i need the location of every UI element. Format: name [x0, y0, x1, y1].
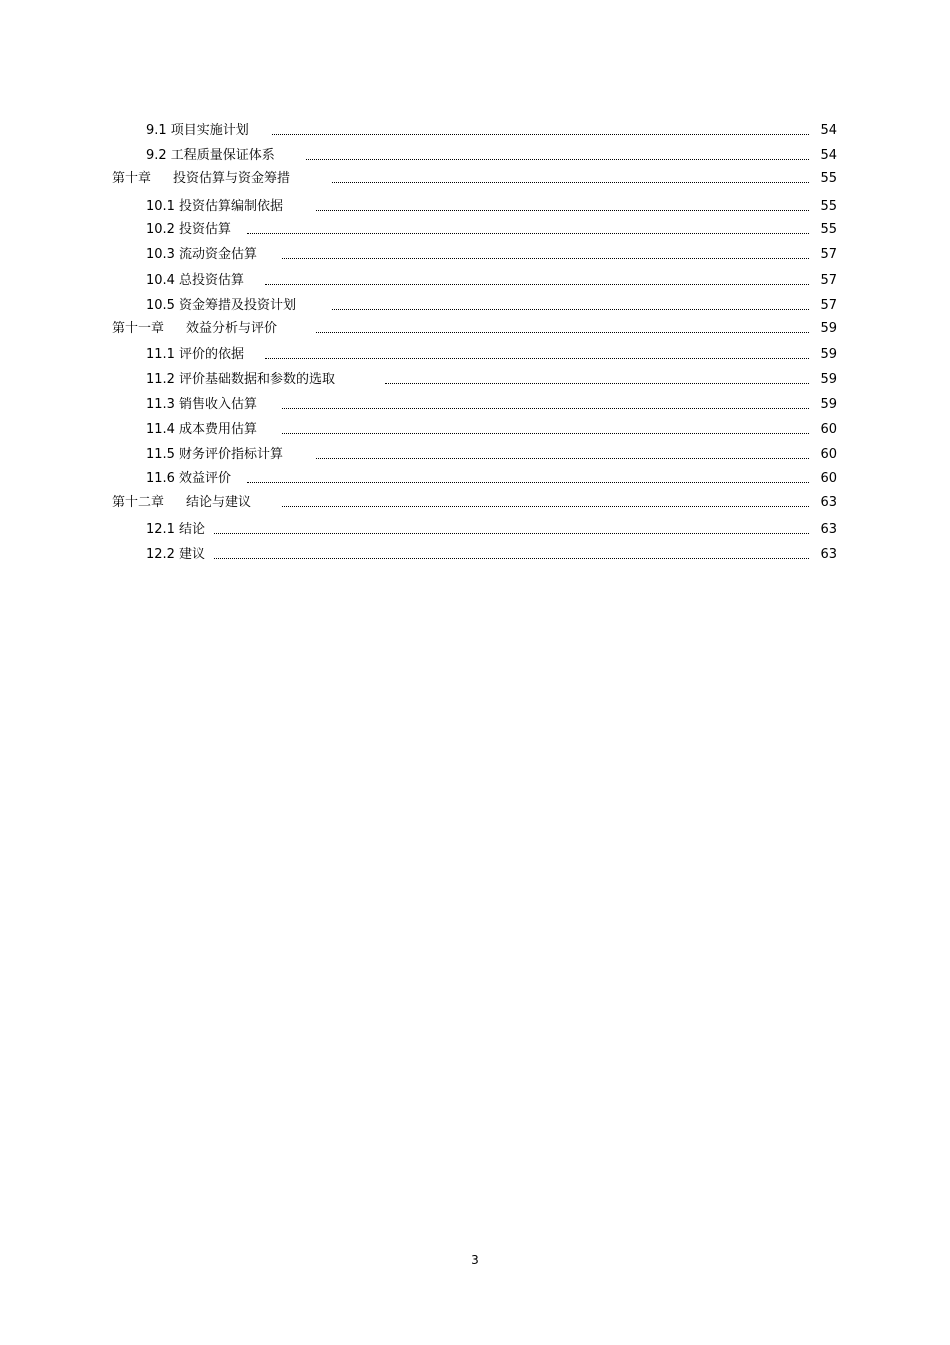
toc-entry-page: 55	[820, 222, 837, 237]
toc-entry-label	[146, 246, 257, 264]
toc-entry-title: 结论	[178, 522, 205, 537]
toc-entry	[0, 494, 950, 512]
toc-dot-leader	[282, 433, 809, 434]
toc-entry	[0, 546, 950, 564]
toc-entry-title: 成本费用估算	[178, 422, 257, 437]
toc-entry-number: 9.2	[146, 148, 167, 163]
toc-entry-title: 投资估算与资金筹措	[173, 171, 291, 186]
toc-entry	[0, 170, 950, 188]
toc-entry	[0, 421, 950, 439]
toc-dot-leader	[282, 258, 809, 259]
toc-entry-number: 第十一章	[112, 321, 165, 336]
toc-dot-leader	[385, 383, 809, 384]
toc-entry-page: 59	[820, 347, 837, 362]
toc-entry-label	[112, 320, 277, 338]
toc-entry-label	[112, 494, 251, 512]
toc-entry	[0, 246, 950, 264]
toc-entry-label	[146, 198, 283, 216]
toc-entry-title: 项目实施计划	[170, 123, 249, 138]
toc-entry-number: 11.1	[146, 347, 175, 362]
toc-entry-label	[146, 297, 296, 315]
toc-entry-page: 54	[820, 148, 837, 163]
toc-entry-title: 建议	[178, 547, 205, 562]
toc-entry-page: 60	[820, 422, 837, 437]
toc-dot-leader	[316, 332, 809, 333]
toc-entry-number: 第十章	[112, 171, 152, 186]
toc-entry	[0, 396, 950, 414]
toc-dot-leader	[214, 558, 809, 559]
toc-entry-page: 63	[820, 495, 837, 510]
toc-entry-label	[146, 446, 283, 464]
toc-entry-page: 59	[820, 321, 837, 336]
toc-entry	[0, 371, 950, 389]
toc-entry-page: 60	[820, 447, 837, 462]
toc-entry-number: 11.2	[146, 372, 175, 387]
toc-dot-leader	[247, 233, 809, 234]
toc-entry-number: 10.1	[146, 199, 175, 214]
toc-entry-label	[146, 421, 257, 439]
toc-entry	[0, 272, 950, 290]
toc-entry-title: 工程质量保证体系	[170, 148, 275, 163]
toc-entry-label	[146, 147, 275, 165]
toc-entry	[0, 521, 950, 539]
toc-entry-number: 11.3	[146, 397, 175, 412]
toc-entry-page: 59	[820, 372, 837, 387]
toc-entry-title: 评价基础数据和参数的选取	[178, 372, 335, 387]
toc-entry-page: 63	[820, 522, 837, 537]
toc-entry-label	[146, 272, 244, 290]
toc-entry-title: 销售收入估算	[178, 397, 257, 412]
toc-entry-title: 总投资估算	[178, 273, 244, 288]
toc-dot-leader	[332, 182, 809, 183]
toc-entry-page: 54	[820, 123, 837, 138]
toc-entry-label	[146, 546, 205, 564]
toc-entry-number: 11.4	[146, 422, 175, 437]
toc-entry-title: 评价的依据	[178, 347, 244, 362]
toc-entry	[0, 470, 950, 488]
toc-entry-page: 63	[820, 547, 837, 562]
toc-entry-page: 59	[820, 397, 837, 412]
toc-entry-number: 10.2	[146, 222, 175, 237]
toc-dot-leader	[272, 134, 809, 135]
toc-entry-label	[146, 521, 205, 539]
toc-entry-number: 12.1	[146, 522, 175, 537]
toc-entry-number: 9.1	[146, 123, 167, 138]
toc-entry	[0, 198, 950, 216]
toc-entry-page: 55	[820, 199, 837, 214]
toc-entry	[0, 147, 950, 165]
toc-dot-leader	[316, 210, 809, 211]
toc-entry	[0, 346, 950, 364]
toc-entry-page: 57	[820, 298, 837, 313]
toc-entry	[0, 297, 950, 315]
toc-entry-title: 效益评价	[178, 471, 231, 486]
toc-dot-leader	[282, 408, 809, 409]
toc-entry-label	[146, 122, 249, 140]
toc-entry	[0, 446, 950, 464]
toc-entry-number: 第十二章	[112, 495, 165, 510]
toc-entry-label	[146, 346, 244, 364]
toc-entry-page: 57	[820, 273, 837, 288]
toc-entry-label	[112, 170, 290, 188]
toc-entry-title: 财务评价指标计算	[178, 447, 283, 462]
toc-entry	[0, 122, 950, 140]
toc-entry-number: 10.3	[146, 247, 175, 262]
toc-entry-title: 流动资金估算	[178, 247, 257, 262]
toc-dot-leader	[265, 358, 809, 359]
toc-dot-leader	[316, 458, 809, 459]
toc-dot-leader	[306, 159, 809, 160]
toc-dot-leader	[332, 309, 809, 310]
toc-entry	[0, 320, 950, 338]
toc-entry-label	[146, 470, 231, 488]
toc-entry-page: 60	[820, 471, 837, 486]
toc-entry	[0, 221, 950, 239]
toc-entry-title: 结论与建议	[186, 495, 252, 510]
toc-entry-label	[146, 396, 257, 414]
toc-entry-label	[146, 221, 231, 239]
toc-dot-leader	[247, 482, 809, 483]
toc-entry-number: 10.5	[146, 298, 175, 313]
toc-entry-page: 55	[820, 171, 837, 186]
toc-entry-number: 11.5	[146, 447, 175, 462]
toc-entry-number: 11.6	[146, 471, 175, 486]
page-number: 3	[471, 1253, 479, 1267]
toc-entry-label	[146, 371, 335, 389]
toc-dot-leader	[265, 284, 809, 285]
toc-entry-page: 57	[820, 247, 837, 262]
toc-entry-title: 投资估算	[178, 222, 231, 237]
toc-entry-title: 投资估算编制依据	[178, 199, 283, 214]
toc-entry-number: 10.4	[146, 273, 175, 288]
toc-dot-leader	[282, 506, 809, 507]
toc-entry-title: 效益分析与评价	[186, 321, 278, 336]
toc-entry-number: 12.2	[146, 547, 175, 562]
toc-entry-title: 资金筹措及投资计划	[178, 298, 296, 313]
toc-dot-leader	[214, 533, 809, 534]
